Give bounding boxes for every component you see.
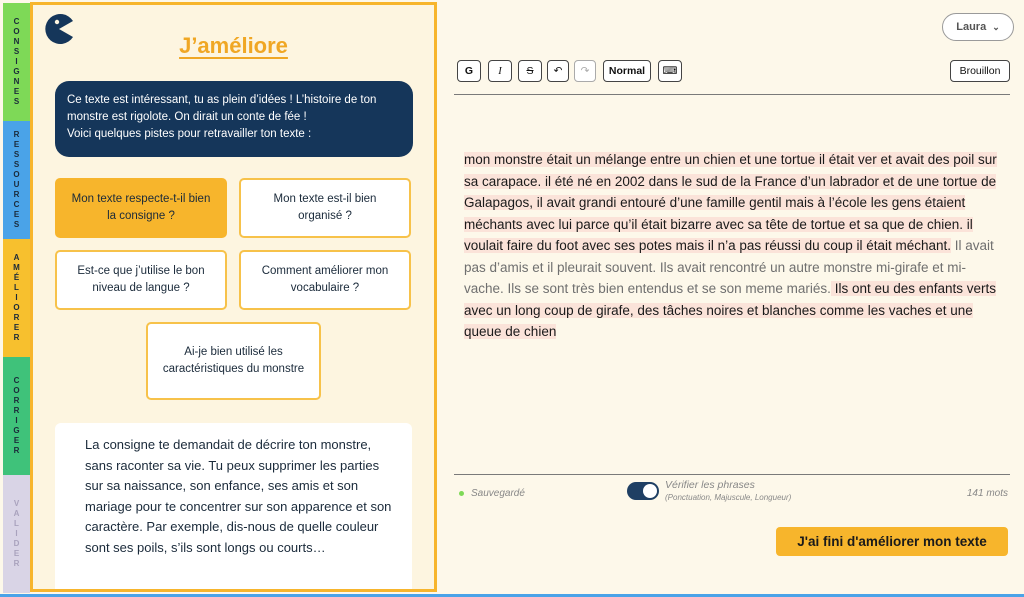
tab-ameliorer-label: AMÉLIORER	[12, 253, 21, 343]
chevron-down-icon: ⌄	[992, 21, 1000, 32]
question-niveau-langue-button[interactable]: Est-ce que j’utilise le bon niveau de langue ?	[55, 250, 227, 310]
save-status-label: Sauvegardé	[471, 488, 525, 499]
highlighted-text-segment-2: Ils ont eu des enfants verts avec un long coup de girafe, des tâches noires et blanches comme les vaches et une queue de chien	[464, 281, 997, 339]
user-name: Laura	[956, 21, 987, 33]
save-status	[459, 488, 525, 499]
strikethrough-button[interactable]: S	[518, 60, 542, 82]
toggle-knob	[643, 484, 657, 498]
word-count: 141 mots	[966, 488, 1008, 499]
saved-dot-icon	[459, 491, 464, 496]
status-divider	[454, 474, 1010, 475]
paragraph-style-select[interactable]: Normal	[603, 60, 651, 82]
question-caracteristiques-button[interactable]: Ai-je bien utilisé les caractéristiques du monstre	[146, 322, 321, 400]
tab-corriger-label: CORRIGER	[12, 376, 21, 456]
feedback-hint: Voici quelques pistes pour retravailler ton texte :	[67, 128, 312, 140]
text-editor[interactable]	[464, 149, 1004, 343]
verify-sentences-label	[665, 479, 791, 502]
draft-button[interactable]: Brouillon	[950, 60, 1010, 82]
user-dropdown[interactable]	[942, 13, 1014, 41]
tab-consignes[interactable]	[3, 3, 30, 121]
verify-sentences-toggle[interactable]	[627, 482, 659, 500]
question-vocabulaire-button[interactable]: Comment améliorer mon vocabulaire ?	[239, 250, 411, 310]
page-title: J’améliore	[179, 33, 288, 58]
side-navigation	[3, 3, 30, 593]
question-consigne-button[interactable]: Mon texte respecte-t-il bien la consigne ?	[55, 178, 227, 238]
editor-panel	[437, 0, 1024, 597]
tab-ressources-label: RESSOURCES	[12, 130, 21, 230]
dimmed-text-segment: Il avait pas d’amis et il pleurait souvent. Ils avait rencontré un autre monstre mi-girafe et mi-vache. Ils se sont très bien entendus et se son meme mariés.	[464, 238, 994, 296]
verify-title: Vérifier les phrases	[665, 479, 755, 491]
feedback-text: Ce texte est intéressant, tu as plein d’idées ! L’histoire de ton monstre est rigolote. On dirait un conte de fée !	[67, 94, 377, 123]
tab-valider[interactable]	[3, 475, 30, 593]
undo-icon[interactable]: ↶	[547, 60, 569, 82]
italic-button[interactable]: I	[488, 60, 512, 82]
verify-subtitle: (Ponctuation, Majuscule, Longueur)	[665, 493, 792, 502]
explanation-card: La consigne te demandait de décrire ton monstre, sans raconter sa vie. Tu peux supprimer les parties sur sa naissance, son enfance, ses amis et son mariage pour te concentrer sur son apparence et son caractère. Par exemple, dis-nous de quelle couleur sont ses poils, s’ils sont longs ou courts…	[55, 423, 412, 592]
highlighted-text-segment: mon monstre était un mélange entre un chien et une tortue il était ver et avait des poil sur sa carapace. il été né en 2002 dans le sud de la France d’un labrador et de une tortue de Galapagos, il avait grandi entouré d’une famille gentil mais à l’école les gens étaient méchants avec lui parce qu’il était bizarre avec sa tête de tortue et sa que de chien. il voulait faire du foot avec ses potes mais il n’a pas réussi du coup il était méchant.	[464, 152, 997, 253]
tab-valider-label: VALIDER	[12, 499, 21, 569]
keyboard-icon[interactable]: ⌨	[658, 60, 682, 82]
question-organisation-button[interactable]: Mon texte est-il bien organisé ?	[239, 178, 411, 238]
tab-corriger[interactable]	[3, 357, 30, 475]
tab-consignes-label: CONSIGNES	[12, 17, 21, 107]
tab-ressources[interactable]	[3, 121, 30, 239]
finish-improving-button[interactable]: J'ai fini d'améliorer mon texte	[776, 527, 1008, 556]
ameliorer-panel	[30, 2, 437, 592]
feedback-bubble	[55, 81, 413, 157]
redo-icon[interactable]: ↷	[574, 60, 596, 82]
bold-button[interactable]: G	[457, 60, 481, 82]
toolbar-divider	[454, 94, 1010, 95]
tab-ameliorer[interactable]	[3, 239, 30, 357]
